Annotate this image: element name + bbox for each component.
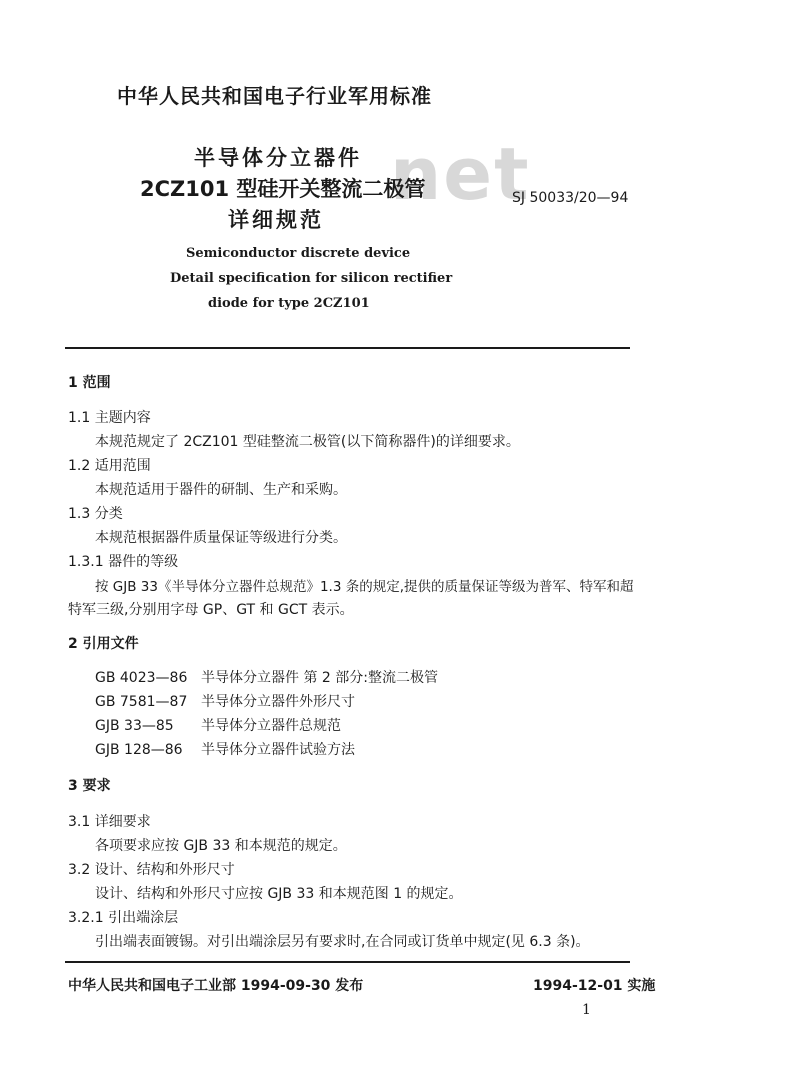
section-1-2-text: 本规范适用于器件的研制、生产和采购。 — [95, 482, 347, 498]
standard-number: SJ 50033/20—94 — [512, 190, 629, 206]
section-1-heading: 1 范围 — [68, 375, 111, 391]
section-3-2-text: 设计、结构和外形尺寸应按 GJB 33 和本规范图 1 的规定。 — [95, 886, 463, 902]
section-3-2-1-text: 引出端表面镀锡。对引出端涂层另有要求时,在合同或订货单中规定(见 6.3 条)。 — [95, 934, 590, 950]
english-title-line2: Detail specification for silicon rectifier — [170, 271, 453, 286]
reference-item — [95, 739, 355, 759]
header-divider — [65, 347, 630, 349]
reference-code: GJB 128—86 — [95, 742, 183, 758]
title-line1: 半导体分立器件 — [194, 146, 362, 170]
section-3-1-text: 各项要求应按 GJB 33 和本规范的规定。 — [95, 838, 347, 854]
reference-item — [95, 667, 438, 687]
section-1-3-heading: 1.3 分类 — [68, 506, 123, 522]
section-1-3-1-heading: 1.3.1 器件的等级 — [68, 554, 179, 570]
page-number: 1 — [582, 1002, 591, 1018]
section-3-2-1-heading: 3.2.1 引出端涂层 — [68, 910, 179, 926]
section-2-heading: 2 引用文件 — [68, 636, 139, 652]
effective-date: 1994-12-01 实施 — [533, 978, 656, 994]
org-standard-header: 中华人民共和国电子行业军用标准 — [117, 84, 432, 108]
section-3-2-heading: 3.2 设计、结构和外形尺寸 — [68, 862, 235, 878]
reference-code: GJB 33—85 — [95, 718, 174, 734]
section-3-1-heading: 3.1 详细要求 — [68, 814, 151, 830]
reference-title: 半导体分立器件 第 2 部分:整流二极管 — [201, 670, 438, 686]
footer-divider — [65, 961, 630, 963]
section-1-3-1-text-b: 特军三级,分别用字母 GP、GT 和 GCT 表示。 — [68, 602, 354, 618]
english-title-line1: Semiconductor discrete device — [186, 246, 411, 261]
reference-title: 半导体分立器件外形尺寸 — [201, 694, 355, 710]
reference-title: 半导体分立器件总规范 — [201, 718, 341, 734]
reference-item — [95, 691, 355, 711]
title-line3: 详细规范 — [228, 208, 324, 232]
section-1-2-heading: 1.2 适用范围 — [68, 458, 151, 474]
watermark: net — [390, 132, 531, 216]
section-1-1-text: 本规范规定了 2CZ101 型硅整流二极管(以下简称器件)的详细要求。 — [95, 434, 520, 450]
section-3-heading: 3 要求 — [68, 778, 111, 794]
title-line2: 2CZ101 型硅开关整流二极管 — [140, 177, 426, 201]
reference-code: GB 7581—87 — [95, 694, 188, 710]
english-title-line3: diode for type 2CZ101 — [208, 296, 370, 311]
issue-statement: 中华人民共和国电子工业部 1994-09-30 发布 — [68, 978, 364, 994]
reference-item — [95, 715, 341, 735]
section-1-1-heading: 1.1 主题内容 — [68, 410, 151, 426]
section-1-3-1-text-a: 按 GJB 33《半导体分立器件总规范》1.3 条的规定,提供的质量保证等级为普军、特军和超 — [95, 579, 634, 595]
section-1-3-text: 本规范根据器件质量保证等级进行分类。 — [95, 530, 347, 546]
reference-code: GB 4023—86 — [95, 670, 188, 686]
reference-title: 半导体分立器件试验方法 — [201, 742, 355, 758]
